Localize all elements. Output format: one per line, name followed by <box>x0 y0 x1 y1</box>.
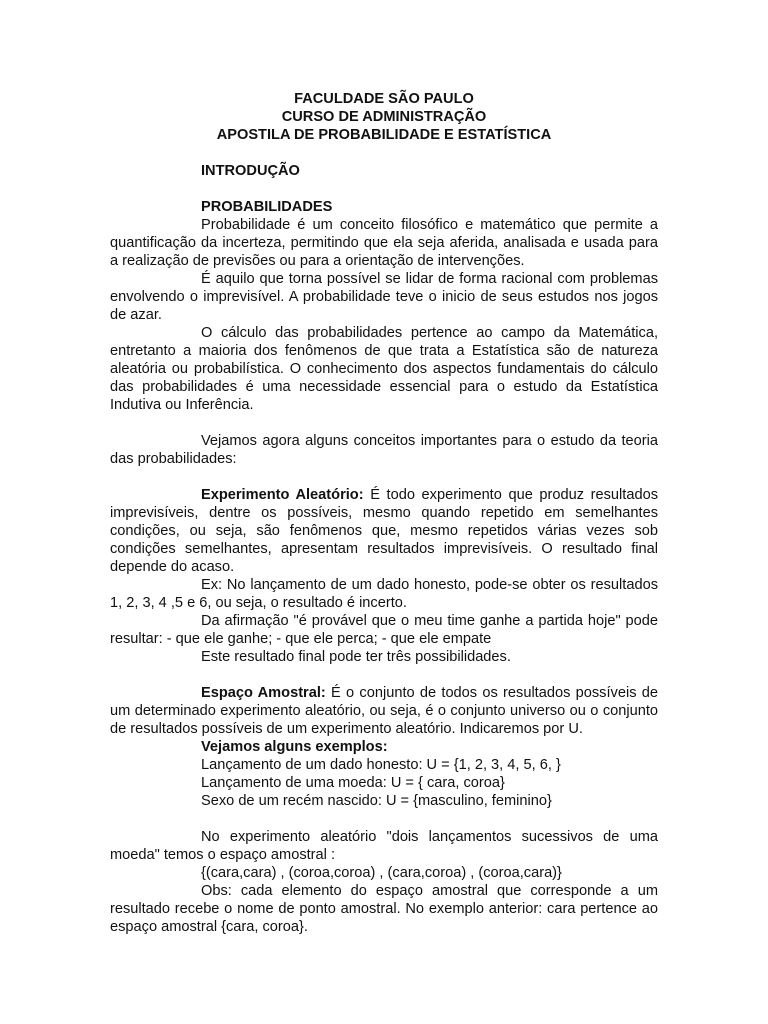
example-item: Sexo de um recém nascido: U = {masculino, feminino} <box>201 793 552 809</box>
definition-sample-space: É o conjunto de todos os resultados possíveis de um determinado experimento aleatório, ou seja, é o conjunto universo ou o conjunto de resultados possíveis de um experimento aleatório. Indicaremos por U. <box>110 685 658 737</box>
section-heading-introduction: INTRODUÇÃO <box>201 163 300 179</box>
header-course: CURSO DE ADMINISTRAÇÃO <box>281 109 487 125</box>
paragraph-definition: Probabilidade é um conceito filosófico e matemático que permite a quantificação da incerteza, permitindo que ela seja aferida, analisada e usada para a realização de previsões ou para a orientação de intervenções. <box>110 217 658 269</box>
example-item: Lançamento de um dado honesto: U = {1, 2, 3, 4, 5, 6, } <box>201 757 561 773</box>
paragraph-experiment-final: Este resultado final pode ter três possibilidades. <box>201 649 511 665</box>
examples-heading: Vejamos alguns exemplos: <box>201 739 388 755</box>
paragraph-random-experiment <box>110 486 658 576</box>
paragraph-experiment-statement: Da afirmação "é provável que o meu time ganhe a partida hoje" pode resultar: - que ele ganhe; - que ele perca; - que ele empate <box>110 613 658 647</box>
paragraph-sample-space <box>110 684 658 738</box>
paragraph-concepts-intro: Vejamos agora alguns conceitos importantes para o estudo da teoria das probabilidades: <box>110 433 658 467</box>
paragraph-rational: É aquilo que torna possível se lidar de forma racional com problemas envolvendo o imprevisível. A probabilidade teve o inicio de seus estudos nos jogos de azar. <box>110 271 658 323</box>
paragraph-coin-experiment: No experimento aleatório "dois lançamentos sucessivos de uma moeda" temos o espaço amostral : <box>110 829 658 863</box>
paragraph-experiment-example: Ex: No lançamento de um dado honesto, pode-se obter os resultados 1, 2, 3, 4 ,5 e 6, ou seja, o resultado é incerto. <box>110 577 658 611</box>
document-page <box>110 90 658 936</box>
term-random-experiment: Experimento Aleatório: <box>201 487 364 503</box>
definition-random-experiment: É todo experimento que produz resultados imprevisíveis, dentre os possíveis, mesmo quando repetido em semelhantes condições, ou seja, são fenômenos que, mesmo repetidos várias vezes sob condições semelhantes, apresentam resultados imprevisíveis. O resultado final depende do acaso. <box>110 487 658 575</box>
sample-space-set: {(cara,cara) , (coroa,coroa) , (cara,coroa) , (coroa,cara)} <box>201 865 562 881</box>
term-sample-space: Espaço Amostral: <box>201 685 326 701</box>
paragraph-observation: Obs: cada elemento do espaço amostral que corresponde a um resultado recebe o nome de ponto amostral. No exemplo anterior: cara pertence ao espaço amostral {cara, coroa}. <box>110 883 658 935</box>
paragraph-calculus: O cálculo das probabilidades pertence ao campo da Matemática, entretanto a maioria dos fenômenos de que trata a Estatística são de natureza aleatória ou probabilística. O conhecimento dos aspectos fundamentais do cálculo das probabilidades é uma necessidade essencial para o estudo da Estatística Indutiva ou Inferência. <box>110 325 658 413</box>
header-title: APOSTILA DE PROBABILIDADE E ESTATÍSTICA <box>216 127 552 143</box>
section-heading-probabilities: PROBABILIDADES <box>201 199 333 215</box>
header-institution: FACULDADE SÃO PAULO <box>294 91 474 107</box>
example-item: Lançamento de uma moeda: U = { cara, coroa} <box>201 775 505 791</box>
